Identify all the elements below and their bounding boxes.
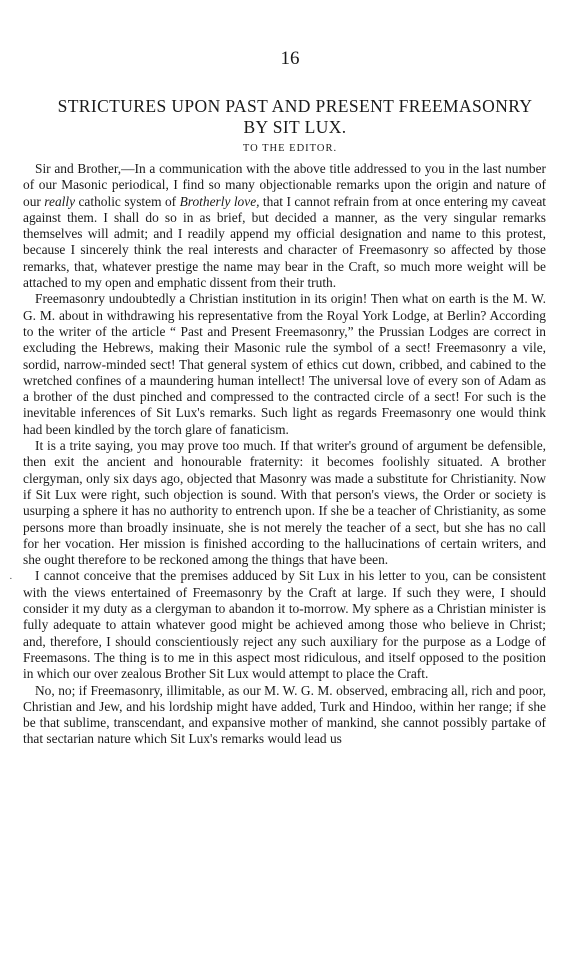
margin-mark: · [9,573,13,585]
title-line-2: BY SIT LUX. [243,117,347,137]
paragraph-text: catholic system of [75,193,180,209]
paragraph: Freemasonry undoubtedly a Christian institution in its origin! Then what on earth is the M. W. G. M. about in withdrawing his representative from the Royal York Lodge, at Berlin? According to the writer of the article “ Past and Present Freemasonry,” the Prussian Lodges are correct in excluding the Hebrews, making their Masonic rule the symbol of a sect! Freemasonry a vile, sordid, narrow-minded sect! That general system of ethics cut down, cribbed, and cabined to the wretched confines of a maundering human intellect! The universal love of every son of Adam as a brother of the dust pinched and compressed to the contracted circle of a sect! For such is the inevitable inferences of Sit Lux's remarks. Such light as regards Freemasonry one would think had been kindled by the torch glare of fanaticism. [23,291,546,437]
paragraph [23,161,546,291]
page-number: 16 [280,48,300,69]
paragraph: I cannot conceive that the premises adduced by Sit Lux in his letter to you, can be consistent with the views entertained of Freemasonry by the Craft at large. If such they were, I should consider it my duty as a clergyman to abandon it to-morrow. My sphere as a Christian minister is fully adequate to attain whatever good might be achieved among those who believe in Christ; and, therefore, I should conscientiously reject any such auxiliary for the purpose as a Lodge of Freemasons. The thing is to me in this aspect most ridiculous, and itself opposed to the position in which our over zealous Brother Sit Lux would attempt to place the Craft. [23,568,546,682]
paragraph: No, no; if Freemasonry, illimitable, as our M. W. G. M. observed, embracing all, rich and poor, Christian and Jew, and his lordship might have added, Turk and Hindoo, within her range; if she be that sublime, transcendant, and expansive mother of mankind, she cannot possibly partake of that sectarian nature which Sit Lux's remarks would lead us [23,682,546,747]
paragraph-text: Sir and Brother,—In a communication with the above title addressed to you in the last number of our Masonic periodical, I find so many objectionable remarks upon the origin and nature of our [23,161,546,209]
italic-phrase: really [44,193,76,209]
paragraph: It is a trite saying, you may prove too much. If that writer's ground of argument be defensible, then exit the ancient and honourable fraternity: it becomes foolishly situated. A brother clergyman, only six days ago, objected that Masonry was made a substitute for Christianity. Now if Sit Lux were right, such objection is sound. With that person's views, the Order or society is usurping a sphere it has no authority to entrench upon. If she be a teacher of Christianity, as some persons more than broadly insinuate, she is not merely the teacher of a sect, but she has no call for her vocation. Her mission is finished according to the hallucinations of certain writers, and she ought therefore to be reckoned among the things that have been. [23,438,546,568]
paragraph-text: that I cannot refrain from at once entering my caveat against them. I shall do so in as brief, but decided a manner, as the very singular remarks themselves will admit; and I readily append my official designation and name to this protest, because I sincerely think the real interests and character of Freemasonry so affected by those remarks, that, whatever prestige the name may bear in the Craft, so much more weight will be attached to my open and emphatic dissent from their truth. [23,193,546,291]
italic-phrase: Brotherly love, [179,193,260,209]
article-body [23,161,546,748]
article-title [40,96,550,138]
salutation-heading: TO THE EDITOR. [242,143,338,154]
title-line-1: STRICTURES UPON PAST AND PRESENT FREEMASONRY [57,96,533,116]
